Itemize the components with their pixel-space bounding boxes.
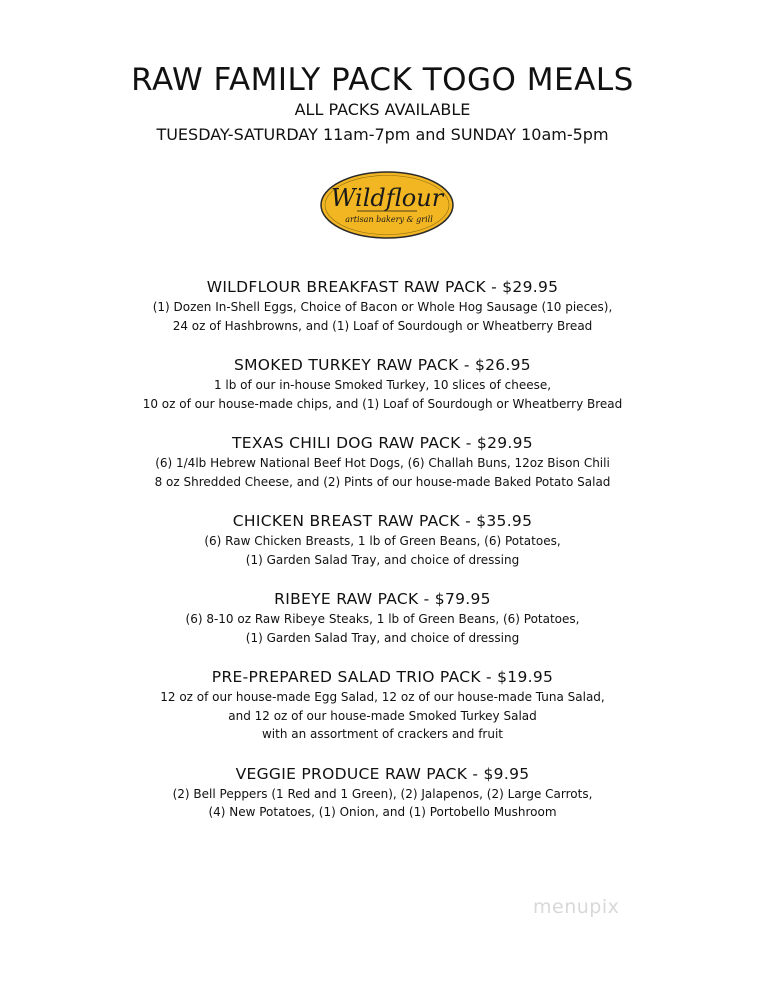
menu-item-title: PRE-PREPARED SALAD TRIO PACK - $19.95 <box>211 668 554 686</box>
hours-line: TUESDAY-SATURDAY 11am-7pm and SUNDAY 10am-5pm <box>156 125 609 144</box>
menu-item-description: and 12 oz of our house-made Smoked Turkey Salad <box>228 708 537 723</box>
menu-item <box>0 588 765 647</box>
menu-item-description: 10 oz of our house-made chips, and (1) Loaf of Sourdough or Wheatberry Bread <box>142 396 623 411</box>
pack-menu <box>0 276 765 841</box>
menu-item-title: SMOKED TURKEY RAW PACK - $26.95 <box>234 356 531 374</box>
menu-item-description: 12 oz of our house-made Egg Salad, 12 oz of our house-made Tuna Salad, <box>160 690 605 704</box>
logo-tagline: artisan bakery & grill <box>345 215 433 224</box>
menu-item-description: (1) Dozen In-Shell Eggs, Choice of Bacon or Whole Hog Sausage (10 pieces), <box>152 300 613 314</box>
menu-item-description: (6) 8-10 oz Raw Ribeye Steaks, 1 lb of Green Beans, (6) Potatoes, <box>185 612 580 626</box>
menu-item <box>0 666 765 744</box>
menu-item-description: (4) New Potatoes, (1) Onion, and (1) Portobello Mushroom <box>208 805 557 819</box>
menu-item-description: 24 oz of Hashbrowns, and (1) Loaf of Sourdough or Wheatberry Bread <box>172 318 593 333</box>
menu-item <box>0 276 765 335</box>
menu-item-description: 8 oz Shredded Cheese, and (2) Pints of our house-made Baked Potato Salad <box>154 474 611 489</box>
menu-item-description: (1) Garden Salad Tray, and choice of dressing <box>245 552 520 567</box>
menu-item-description: (2) Bell Peppers (1 Red and 1 Green), (2) Jalapenos, (2) Large Carrots, <box>172 786 593 801</box>
wildflour-logo <box>319 170 455 240</box>
menu-item-description: (6) 1/4lb Hebrew National Beef Hot Dogs, (6) Challah Buns, 12oz Bison Chili <box>155 456 610 470</box>
menu-item-title: TEXAS CHILI DOG RAW PACK - $29.95 <box>232 434 533 452</box>
menu-item <box>0 432 765 491</box>
menu-item-title: VEGGIE PRODUCE RAW PACK - $9.95 <box>235 764 530 783</box>
menu-item-title: CHICKEN BREAST RAW PACK - $35.95 <box>232 512 533 530</box>
menu-item-description: (6) Raw Chicken Breasts, 1 lb of Green Beans, (6) Potatoes, <box>204 534 561 548</box>
menu-item-description: with an assortment of crackers and fruit <box>261 727 504 741</box>
menu-item <box>0 763 765 822</box>
menu-item-description: 1 lb of our in-house Smoked Turkey, 10 slices of cheese, <box>213 378 552 392</box>
menu-item-title: RIBEYE RAW PACK - $79.95 <box>274 590 491 608</box>
availability-subtitle: ALL PACKS AVAILABLE <box>294 100 471 119</box>
page-title: RAW FAMILY PACK TOGO MEALS <box>131 62 634 98</box>
menu-item-description: (1) Garden Salad Tray, and choice of dressing <box>245 630 520 645</box>
menu-item <box>0 510 765 569</box>
watermark: menupix <box>533 896 620 918</box>
menu-item-title: WILDFLOUR BREAKFAST RAW PACK - $29.95 <box>206 278 559 296</box>
menu-item <box>0 354 765 413</box>
logo-brand: Wildflour <box>330 184 444 212</box>
